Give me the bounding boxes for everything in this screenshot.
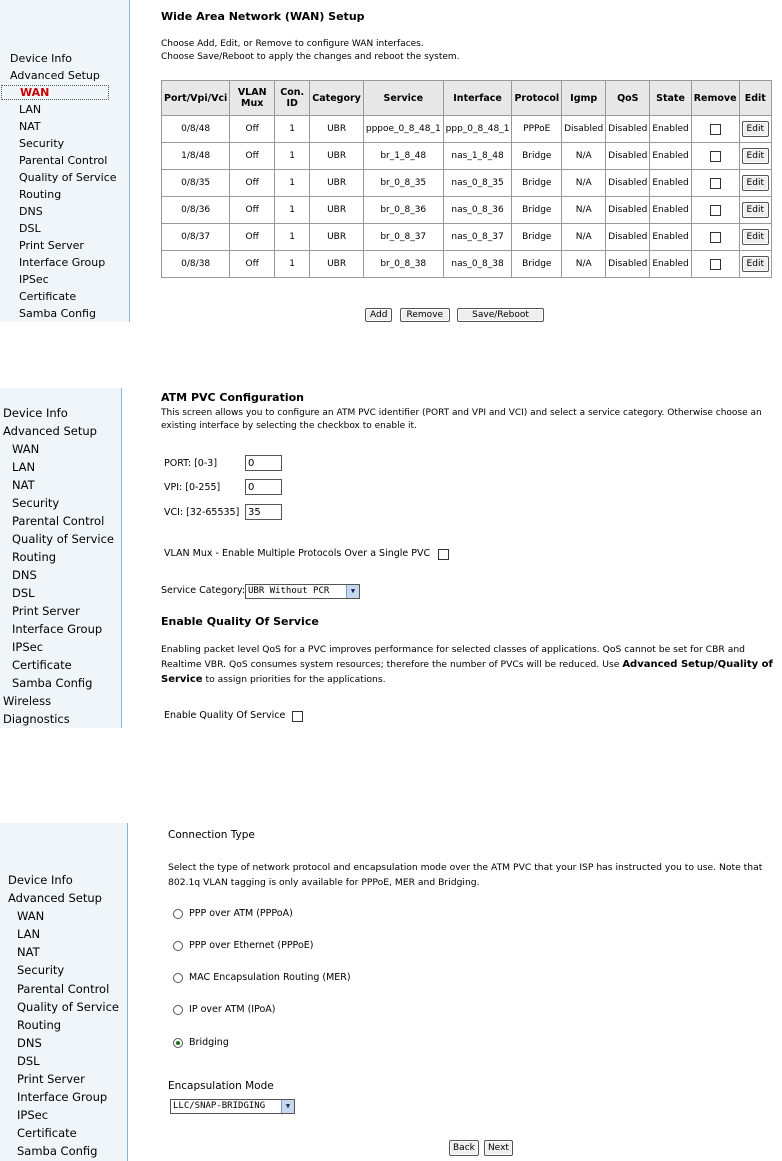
col-qos: QoS — [606, 81, 650, 116]
cell-state: Enabled — [650, 224, 691, 251]
nav-nat[interactable]: NAT — [19, 120, 41, 133]
nav-buttons — [449, 1135, 513, 1156]
nav-dns[interactable]: DNS — [19, 205, 43, 218]
edit-button[interactable]: Edit — [742, 148, 769, 164]
cell-protocol: Bridge — [512, 224, 562, 251]
back-button[interactable]: Back — [449, 1140, 479, 1156]
cell-category: UBR — [310, 251, 364, 278]
nav-dns[interactable]: DNS — [12, 568, 37, 582]
atm-pvc-panel — [0, 388, 782, 730]
nav-device-info[interactable]: Device Info — [3, 406, 68, 420]
nav-diagnostics[interactable]: Diagnostics — [3, 712, 70, 726]
atm-description: This screen allows you to configure an ATM PVC identifier (PORT and VPI and VCI) and select a service category. Otherwise choose an existing interface by selecting the checkbox to enable it. — [161, 408, 762, 431]
sidebar-nav — [10, 50, 117, 322]
cell-protocol: Bridge — [512, 143, 562, 170]
cell-con-id: 1 — [275, 116, 310, 143]
col-vlan-mux: VLAN Mux — [230, 81, 275, 116]
nav-lan[interactable]: LAN — [12, 460, 36, 474]
nav-samba-config[interactable]: Samba Config — [19, 307, 96, 320]
edit-button[interactable]: Edit — [742, 175, 769, 191]
cell-igmp: N/A — [562, 197, 606, 224]
encapsulation-mode-select[interactable] — [170, 1099, 295, 1114]
col-edit: Edit — [739, 81, 771, 116]
wan-action-buttons — [365, 302, 544, 322]
col-service: Service — [363, 81, 443, 116]
nav-advanced-setup[interactable]: Advanced Setup — [10, 69, 100, 82]
protocol-radio-ipoa[interactable] — [173, 1004, 275, 1015]
cell-port-vpi-vci: 0/8/37 — [162, 224, 230, 251]
radio-button[interactable] — [173, 941, 183, 951]
cell-qos: Disabled — [606, 143, 650, 170]
protocol-radio-pppoe[interactable] — [173, 940, 313, 951]
service-category-select[interactable] — [245, 584, 360, 599]
remove-checkbox[interactable] — [710, 259, 721, 270]
port-label: PORT: [0-3] — [164, 458, 218, 469]
cell-category: UBR — [310, 116, 364, 143]
atm-title: ATM PVC Configuration — [161, 391, 304, 404]
cell-remove — [691, 251, 739, 278]
remove-checkbox[interactable] — [710, 124, 721, 135]
cell-vlan-mux: Off — [230, 170, 275, 197]
nav-nat[interactable]: NAT — [12, 478, 35, 492]
protocol-radio-bridging[interactable] — [173, 1037, 229, 1048]
qos-description — [161, 642, 775, 687]
nav-certificate[interactable]: Certificate — [12, 658, 72, 672]
table-row — [162, 197, 772, 224]
cell-con-id: 1 — [275, 224, 310, 251]
cell-protocol: Bridge — [512, 197, 562, 224]
table-row — [162, 116, 772, 143]
cell-edit — [739, 251, 771, 278]
table-row — [162, 143, 772, 170]
qos-desc-tail: to assign priorities for the applications. — [205, 674, 386, 685]
cell-state: Enabled — [650, 116, 691, 143]
nav-advanced-setup[interactable]: Advanced Setup — [3, 424, 97, 438]
enable-qos-checkbox[interactable] — [292, 711, 303, 722]
cell-edit — [739, 116, 771, 143]
nav-routing[interactable]: Routing — [17, 1017, 62, 1032]
wan-description-2: Choose Save/Reboot to apply the changes and reboot the system. — [161, 52, 460, 62]
cell-edit — [739, 143, 771, 170]
service-category-label: Service Category: — [161, 585, 246, 596]
cell-igmp: N/A — [562, 224, 606, 251]
cell-qos: Disabled — [606, 251, 650, 278]
nav-quality-of-service[interactable]: Quality of Service — [19, 171, 117, 184]
nav-ipsec[interactable]: IPSec — [12, 640, 44, 654]
add-button[interactable]: Add — [365, 308, 392, 322]
cell-category: UBR — [310, 197, 364, 224]
radio-label: IP over ATM (IPoA) — [189, 1004, 276, 1015]
cell-igmp: N/A — [562, 170, 606, 197]
cell-service: pppoe_0_8_48_1 — [363, 116, 443, 143]
nav-advanced-setup[interactable]: Advanced Setup — [8, 891, 102, 906]
wan-table — [161, 80, 772, 278]
cell-vlan-mux: Off — [230, 251, 275, 278]
col-port-vpi-vci: Port/Vpi/Vci — [162, 81, 230, 116]
cell-qos: Disabled — [606, 197, 650, 224]
wan-table-header — [162, 81, 772, 116]
wan-setup-panel — [0, 0, 782, 325]
nav-ipsec[interactable]: IPSec — [19, 273, 49, 286]
col-interface: Interface — [443, 81, 512, 116]
qos-section-title: Enable Quality Of Service — [161, 615, 319, 628]
nav-security[interactable]: Security — [12, 496, 60, 510]
table-row — [162, 170, 772, 197]
cell-con-id: 1 — [275, 197, 310, 224]
nav-wireless[interactable]: Wireless — [3, 694, 52, 708]
cell-remove — [691, 170, 739, 197]
cell-port-vpi-vci: 0/8/36 — [162, 197, 230, 224]
cell-edit — [739, 224, 771, 251]
table-row — [162, 224, 772, 251]
cell-state: Enabled — [650, 197, 691, 224]
remove-checkbox[interactable] — [710, 178, 721, 189]
remove-checkbox[interactable] — [710, 205, 721, 216]
nav-wan[interactable]: WAN — [17, 909, 45, 924]
nav-print-server[interactable]: Print Server — [12, 604, 80, 618]
nav-samba-config[interactable]: Samba Config — [12, 676, 93, 690]
cell-interface: nas_1_8_48 — [443, 143, 512, 170]
cell-service: br_0_8_37 — [363, 224, 443, 251]
nav-dsl[interactable]: DSL — [19, 222, 41, 235]
nav-parental-control[interactable]: Parental Control — [12, 514, 105, 528]
nav-dsl[interactable]: DSL — [12, 586, 35, 600]
cell-category: UBR — [310, 224, 364, 251]
cell-remove — [691, 143, 739, 170]
cell-port-vpi-vci: 0/8/35 — [162, 170, 230, 197]
cell-category: UBR — [310, 143, 364, 170]
cell-service: br_0_8_36 — [363, 197, 443, 224]
cell-service: br_0_8_38 — [363, 251, 443, 278]
nav-print-server[interactable]: Print Server — [19, 239, 84, 252]
col-remove: Remove — [691, 81, 739, 116]
cell-state: Enabled — [650, 251, 691, 278]
vlan-mux-label: VLAN Mux - Enable Multiple Protocols Over a Single PVC — [164, 548, 431, 559]
nav-lan[interactable]: LAN — [19, 103, 42, 116]
cell-igmp: N/A — [562, 143, 606, 170]
cell-qos: Disabled — [606, 116, 650, 143]
chevron-down-icon[interactable]: ▼ — [281, 1100, 294, 1113]
protocol-radio-mer[interactable] — [173, 972, 351, 983]
nav-wan[interactable]: WAN — [1, 85, 109, 100]
radio-button-selected[interactable] — [173, 1038, 183, 1048]
cell-con-id: 1 — [275, 170, 310, 197]
cell-con-id: 1 — [275, 143, 310, 170]
nav-certificate[interactable]: Certificate — [19, 290, 77, 303]
nav-lan[interactable]: LAN — [17, 927, 41, 942]
cell-vlan-mux: Off — [230, 143, 275, 170]
remove-checkbox[interactable] — [710, 151, 721, 162]
cell-protocol: PPPoE — [512, 116, 562, 143]
nav-device-info[interactable]: Device Info — [10, 52, 72, 65]
sidebar-nav — [8, 871, 119, 1161]
col-category: Category — [310, 81, 364, 116]
cell-state: Enabled — [650, 143, 691, 170]
cell-igmp: Disabled — [562, 116, 606, 143]
nav-device-info[interactable]: Device Info — [8, 873, 73, 887]
qos-desc-link: Advanced Setup/Quality of Service — [161, 659, 773, 685]
remove-button[interactable]: Remove — [400, 308, 451, 322]
save-reboot-button[interactable]: Save/Reboot — [457, 308, 544, 322]
cell-interface: nas_0_8_36 — [443, 197, 512, 224]
nav-routing[interactable]: Routing — [12, 550, 57, 564]
cell-category: UBR — [310, 170, 364, 197]
page-title: Wide Area Network (WAN) Setup — [161, 10, 365, 23]
encapsulation-mode-label: Encapsulation Mode — [168, 1080, 274, 1092]
radio-label: MAC Encapsulation Routing (MER) — [189, 972, 351, 983]
chevron-down-icon[interactable]: ▼ — [346, 585, 359, 598]
port-input[interactable] — [245, 455, 282, 471]
cell-port-vpi-vci: 0/8/38 — [162, 251, 230, 278]
vci-label: VCI: [32-65535] — [164, 507, 240, 518]
nav-parental-control[interactable]: Parental Control — [17, 981, 110, 996]
radio-label: Bridging — [189, 1037, 229, 1048]
nav-print-server[interactable]: Print Server — [17, 1072, 85, 1087]
remove-checkbox[interactable] — [710, 232, 721, 243]
vpi-label: VPI: [0-255] — [164, 482, 221, 493]
nav-ipsec[interactable]: IPSec — [17, 1108, 49, 1123]
cell-igmp: N/A — [562, 251, 606, 278]
radio-button[interactable] — [173, 1005, 183, 1015]
nav-routing[interactable]: Routing — [19, 188, 62, 201]
col-state: State — [650, 81, 691, 116]
cell-vlan-mux: Off — [230, 116, 275, 143]
cell-port-vpi-vci: 0/8/48 — [162, 116, 230, 143]
connection-type-panel — [0, 823, 782, 1161]
cell-interface: nas_0_8_35 — [443, 170, 512, 197]
cell-interface: nas_0_8_38 — [443, 251, 512, 278]
cell-edit — [739, 197, 771, 224]
nav-wan[interactable]: WAN — [12, 442, 40, 456]
nav-interface-group[interactable]: Interface Group — [19, 256, 106, 269]
cell-remove — [691, 224, 739, 251]
cell-remove — [691, 116, 739, 143]
edit-button[interactable]: Edit — [742, 256, 769, 272]
connection-type-title: Connection Type — [168, 829, 255, 841]
nav-dns[interactable]: DNS — [17, 1035, 42, 1050]
nav-parental-control[interactable]: Parental Control — [19, 154, 108, 167]
cell-service: br_0_8_35 — [363, 170, 443, 197]
cell-protocol: Bridge — [512, 251, 562, 278]
cell-state: Enabled — [650, 170, 691, 197]
cell-vlan-mux: Off — [230, 197, 275, 224]
nav-samba-config[interactable]: Samba Config — [17, 1144, 98, 1159]
col-protocol: Protocol — [512, 81, 562, 116]
cell-service: br_1_8_48 — [363, 143, 443, 170]
connection-type-description: Select the type of network protocol and encapsulation mode over the ATM PVC that your ISP has instructed you to use. Note that 802.1q VLAN tagging is only available for PPPoE, MER and Bridging. — [168, 862, 763, 888]
cell-interface: nas_0_8_37 — [443, 224, 512, 251]
enable-qos-label: Enable Quality Of Service — [164, 710, 286, 721]
cell-protocol: Bridge — [512, 170, 562, 197]
radio-label: PPP over ATM (PPPoA) — [189, 908, 293, 919]
nav-certificate[interactable]: Certificate — [17, 1126, 77, 1141]
table-row — [162, 251, 772, 278]
qos-desc-text: Enabling packet level QoS for a PVC improves performance for selected classes of applications. QoS cannot be set for CBR and Realtime VBR. QoS consumes system resources; therefore the number of PVCs will be reduced. Use — [161, 644, 745, 670]
cell-con-id: 1 — [275, 251, 310, 278]
radio-button[interactable] — [173, 973, 183, 983]
encapsulation-mode-value: LLC/SNAP-BRIDGING — [173, 1101, 266, 1111]
nav-interface-group[interactable]: Interface Group — [17, 1090, 108, 1105]
wan-description-1: Choose Add, Edit, or Remove to configure WAN interfaces. — [161, 39, 424, 49]
col-igmp: Igmp — [562, 81, 606, 116]
nav-security[interactable]: Security — [17, 963, 65, 978]
nav-security[interactable]: Security — [19, 137, 65, 150]
service-category-value: UBR Without PCR — [248, 586, 330, 596]
nav-nat[interactable]: NAT — [17, 945, 40, 960]
vci-input[interactable] — [245, 504, 282, 520]
vpi-input[interactable] — [245, 479, 282, 495]
edit-button[interactable]: Edit — [742, 202, 769, 218]
nav-interface-group[interactable]: Interface Group — [12, 622, 103, 636]
nav-quality-of-service[interactable]: Quality of Service — [12, 532, 114, 546]
col-con-id: Con. ID — [275, 81, 310, 116]
edit-button[interactable]: Edit — [742, 229, 769, 245]
cell-qos: Disabled — [606, 170, 650, 197]
radio-label: PPP over Ethernet (PPPoE) — [189, 940, 314, 951]
cell-vlan-mux: Off — [230, 224, 275, 251]
protocol-radio-pppoa[interactable] — [173, 908, 293, 919]
cell-port-vpi-vci: 1/8/48 — [162, 143, 230, 170]
radio-button[interactable] — [173, 909, 183, 919]
cell-interface: ppp_0_8_48_1 — [443, 116, 512, 143]
sidebar-nav — [3, 404, 114, 728]
edit-button[interactable]: Edit — [742, 121, 769, 137]
cell-edit — [739, 170, 771, 197]
vlan-mux-checkbox[interactable] — [438, 549, 449, 560]
cell-remove — [691, 197, 739, 224]
cell-qos: Disabled — [606, 224, 650, 251]
next-button[interactable]: Next — [484, 1140, 513, 1156]
nav-quality-of-service[interactable]: Quality of Service — [17, 999, 119, 1014]
nav-dsl[interactable]: DSL — [17, 1053, 40, 1068]
